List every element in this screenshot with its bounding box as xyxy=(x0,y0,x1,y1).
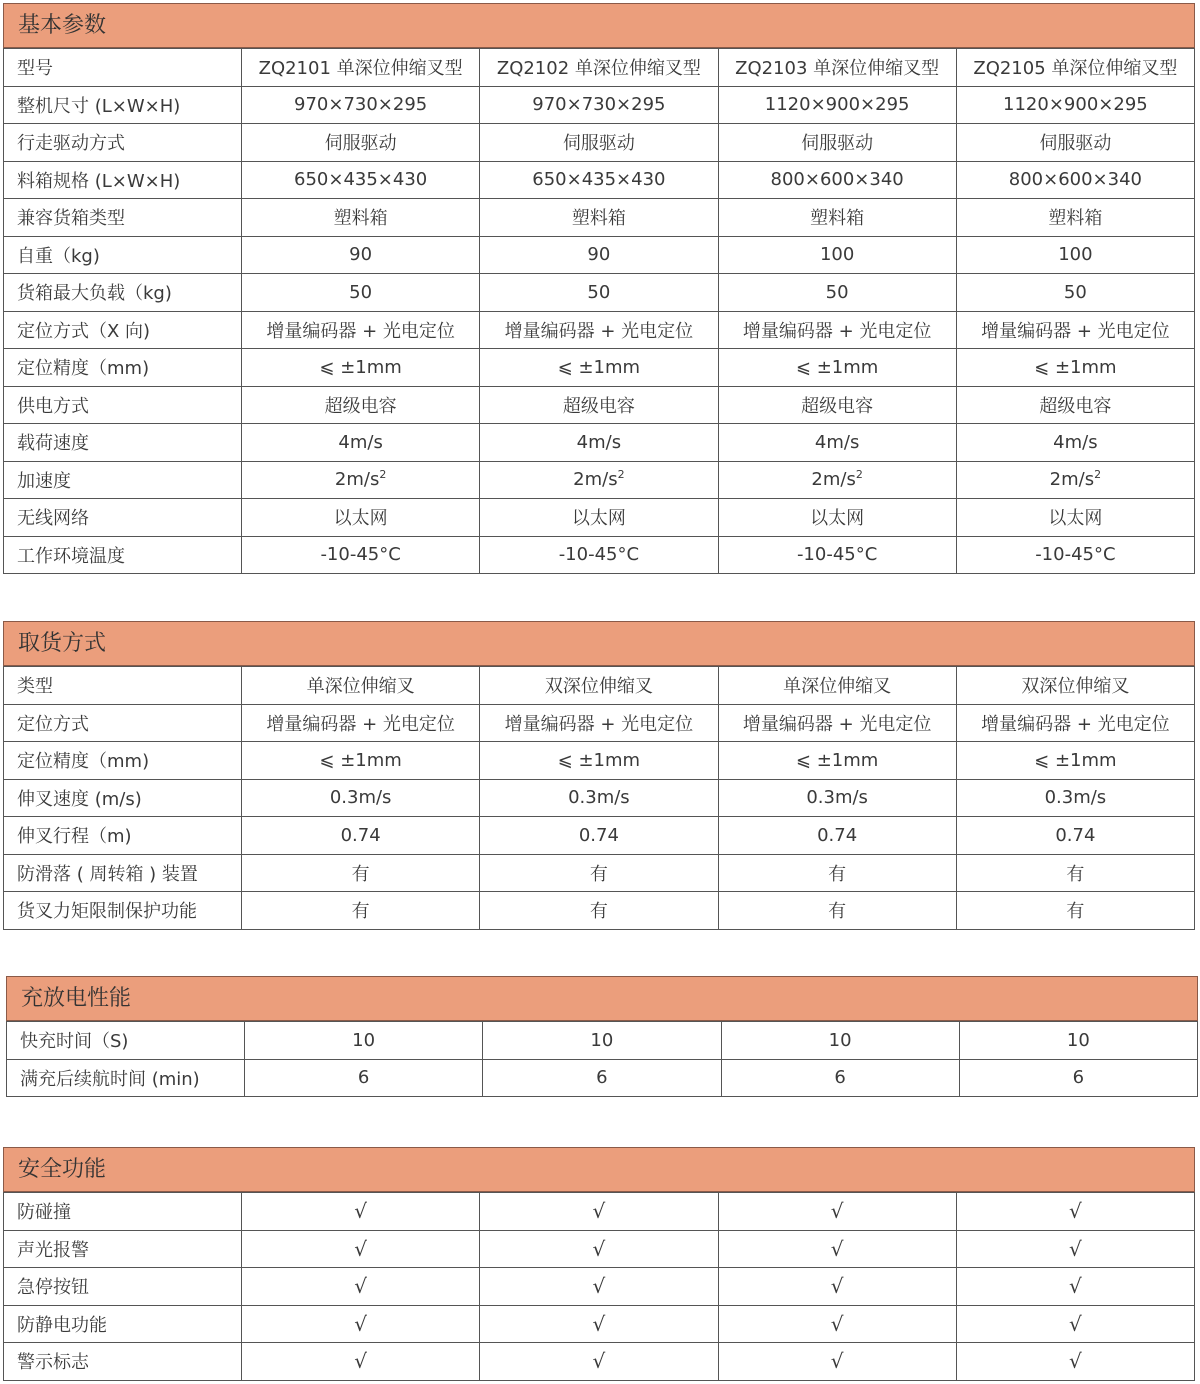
row-label: 定位方式 xyxy=(4,704,242,742)
cell-value: 塑料箱 xyxy=(810,208,865,230)
cell-value: ⩽ ±1mm xyxy=(795,749,879,771)
row-label: 整机尺寸 (L×W×H) xyxy=(4,86,242,124)
cell-value: ZQ2105 单深位伸缩叉型 xyxy=(973,58,1178,80)
cell-value: ZQ2102 单深位伸缩叉型 xyxy=(496,58,701,80)
table-cell xyxy=(480,386,718,424)
table-cell xyxy=(718,199,956,237)
cell-value: √ xyxy=(830,1311,844,1336)
cell-value: 10 xyxy=(590,1029,614,1051)
row-label: 满充后续航时间 (min) xyxy=(7,1059,245,1097)
superscript: 2 xyxy=(617,468,625,482)
cell-value: 0.3m/s xyxy=(806,787,868,809)
section-title: 充放电性能 xyxy=(6,976,1198,1021)
table-cell xyxy=(956,86,1194,124)
table-cell xyxy=(956,817,1194,855)
table-cell xyxy=(956,704,1194,742)
table-row xyxy=(4,817,1195,855)
table-row xyxy=(7,1059,1198,1097)
row-label: 工作环境温度 xyxy=(4,536,242,574)
cell-value: ZQ2101 单深位伸缩叉型 xyxy=(258,58,463,80)
table-row xyxy=(4,1268,1195,1306)
table-cell xyxy=(242,742,480,780)
table-cell xyxy=(480,49,718,87)
cell-value: 100 xyxy=(1058,244,1093,266)
table-cell xyxy=(721,1059,959,1097)
cell-value: ⩽ ±1mm xyxy=(319,356,402,378)
cell-value: 双深位伸缩叉 xyxy=(544,676,653,698)
cell-value: 伺服驱动 xyxy=(801,133,874,155)
check-mark-icon xyxy=(956,1193,1194,1231)
check-mark-icon xyxy=(242,1193,480,1231)
cell-value: 塑料箱 xyxy=(1048,208,1103,230)
cell-value: 塑料箱 xyxy=(571,208,626,230)
table-cell xyxy=(480,779,718,817)
table-row xyxy=(4,1193,1195,1231)
section-title: 安全功能 xyxy=(3,1147,1195,1192)
table-cell xyxy=(718,49,956,87)
row-label: 供电方式 xyxy=(4,386,242,424)
cell-value: 0.74 xyxy=(817,824,858,846)
table-cell xyxy=(242,386,480,424)
table-cell xyxy=(718,311,956,349)
cell-value: 50 xyxy=(349,281,373,303)
cell-value: 2m/s xyxy=(811,469,856,491)
row-label: 自重（kg) xyxy=(4,236,242,274)
table-cell xyxy=(242,536,480,574)
check-mark-icon xyxy=(718,1268,956,1306)
table-cell xyxy=(718,499,956,537)
cell-value: √ xyxy=(354,1199,367,1224)
table-cell xyxy=(242,817,480,855)
table-cell xyxy=(956,536,1194,574)
cell-value: √ xyxy=(592,1199,606,1224)
cell-value: 800×600×340 xyxy=(770,169,904,191)
row-label: 型号 xyxy=(4,49,242,87)
cell-value: ⩽ ±1mm xyxy=(1034,356,1117,378)
check-mark-icon xyxy=(480,1230,718,1268)
cell-value: ZQ2103 单深位伸缩叉型 xyxy=(735,58,940,80)
table-cell xyxy=(480,311,718,349)
table-cell xyxy=(718,349,956,387)
table-row xyxy=(4,124,1195,162)
row-label: 货叉力矩限制保护功能 xyxy=(4,892,242,930)
table-cell xyxy=(956,274,1194,312)
cell-value: -10-45°C xyxy=(320,544,401,566)
cell-value: 0.74 xyxy=(1055,824,1096,846)
row-label: 货箱最大负载（kg) xyxy=(4,274,242,312)
table-cell xyxy=(242,667,480,705)
table-row xyxy=(4,499,1195,537)
row-label: 伸叉速度 (m/s) xyxy=(4,779,242,817)
cell-value: ⩽ ±1mm xyxy=(795,356,879,378)
cell-value: -10-45°C xyxy=(558,544,640,566)
safety-table xyxy=(3,1192,1195,1381)
table-cell xyxy=(480,667,718,705)
cell-value: 超级电容 xyxy=(324,395,397,417)
table-cell xyxy=(245,1022,483,1060)
table-cell xyxy=(480,536,718,574)
cell-value: √ xyxy=(592,1311,606,1336)
table-cell xyxy=(242,86,480,124)
cell-value: √ xyxy=(354,1311,367,1336)
table-cell xyxy=(483,1022,721,1060)
cell-value: √ xyxy=(1069,1199,1082,1224)
cell-value: √ xyxy=(1069,1349,1082,1374)
table-cell xyxy=(718,236,956,274)
cell-value: 0.3m/s xyxy=(568,787,630,809)
cell-value: 4m/s xyxy=(576,431,622,453)
table-cell xyxy=(480,499,718,537)
table-cell xyxy=(480,124,718,162)
cell-value: 2m/s xyxy=(1049,469,1095,491)
table-row xyxy=(4,704,1195,742)
cell-value: 4m/s xyxy=(338,431,383,453)
table-cell xyxy=(480,742,718,780)
charge-section xyxy=(6,976,1198,1097)
cell-value: 有 xyxy=(1066,901,1085,923)
table-cell xyxy=(242,779,480,817)
table-cell xyxy=(242,311,480,349)
cell-value: √ xyxy=(1069,1274,1082,1299)
table-cell xyxy=(480,704,718,742)
table-cell xyxy=(480,349,718,387)
cell-value: 有 xyxy=(1066,863,1085,885)
table-cell xyxy=(242,199,480,237)
cell-value: 增量编码器 + 光电定位 xyxy=(742,713,932,735)
table-cell xyxy=(242,349,480,387)
table-cell xyxy=(956,236,1194,274)
table-cell xyxy=(956,667,1194,705)
table-cell xyxy=(245,1059,483,1097)
table-cell xyxy=(242,704,480,742)
cell-value: 6 xyxy=(596,1067,608,1089)
cell-value: 有 xyxy=(589,863,608,885)
cell-value: 650×435×430 xyxy=(532,169,666,191)
row-label: 定位方式（X 向) xyxy=(4,311,242,349)
cell-value: 800×600×340 xyxy=(1008,169,1142,191)
table-cell xyxy=(718,461,956,499)
row-label: 料箱规格 (L×W×H) xyxy=(4,161,242,199)
table-row xyxy=(4,424,1195,462)
cell-value: 1120×900×295 xyxy=(764,94,910,116)
table-row xyxy=(4,386,1195,424)
cell-value: 0.74 xyxy=(578,824,619,846)
row-label: 声光报警 xyxy=(4,1230,242,1268)
cell-value: √ xyxy=(830,1236,844,1261)
table-cell xyxy=(242,854,480,892)
check-mark-icon xyxy=(956,1230,1194,1268)
row-label: 行走驱动方式 xyxy=(4,124,242,162)
table-cell xyxy=(480,854,718,892)
table-cell xyxy=(718,779,956,817)
table-cell xyxy=(480,199,718,237)
cell-value: ⩽ ±1mm xyxy=(557,356,641,378)
table-cell xyxy=(480,86,718,124)
table-cell xyxy=(956,499,1194,537)
table-cell xyxy=(956,892,1194,930)
pickup-section xyxy=(3,621,1195,930)
table-cell xyxy=(242,461,480,499)
cell-value: 50 xyxy=(1063,281,1087,303)
basic-params-section xyxy=(3,3,1195,574)
cell-value: 以太网 xyxy=(571,508,626,530)
superscript: 2 xyxy=(379,468,387,482)
row-label: 载荷速度 xyxy=(4,424,242,462)
table-cell xyxy=(242,424,480,462)
cell-value: 超级电容 xyxy=(1039,395,1112,417)
table-cell xyxy=(718,667,956,705)
table-cell xyxy=(718,161,956,199)
cell-value: √ xyxy=(1069,1236,1082,1261)
cell-value: 超级电容 xyxy=(562,395,635,417)
table-cell xyxy=(718,854,956,892)
cell-value: √ xyxy=(1069,1311,1082,1336)
row-label: 防静电功能 xyxy=(4,1305,242,1343)
table-cell xyxy=(480,461,718,499)
table-cell xyxy=(480,236,718,274)
cell-value: 以太网 xyxy=(1048,508,1103,530)
table-cell xyxy=(242,274,480,312)
table-row xyxy=(4,667,1195,705)
row-label: 防滑落 ( 周转箱 ) 装置 xyxy=(4,854,242,892)
check-mark-icon xyxy=(956,1343,1194,1381)
cell-value: 90 xyxy=(587,244,611,266)
table-cell xyxy=(242,124,480,162)
cell-value: 以太网 xyxy=(810,508,865,530)
cell-value: 塑料箱 xyxy=(333,208,388,230)
table-cell xyxy=(959,1022,1197,1060)
check-mark-icon xyxy=(480,1305,718,1343)
cell-value: 有 xyxy=(828,901,847,923)
table-cell xyxy=(956,311,1194,349)
row-label: 加速度 xyxy=(4,461,242,499)
superscript: 2 xyxy=(1094,468,1102,482)
cell-value: 2m/s xyxy=(334,469,380,491)
cell-value: √ xyxy=(592,1274,606,1299)
table-row xyxy=(4,742,1195,780)
cell-value: √ xyxy=(830,1349,844,1374)
table-cell xyxy=(956,742,1194,780)
row-label: 防碰撞 xyxy=(4,1193,242,1231)
cell-value: 10 xyxy=(828,1029,852,1051)
cell-value: 增量编码器 + 光电定位 xyxy=(742,320,932,342)
cell-value: 50 xyxy=(587,281,611,303)
cell-value: 6 xyxy=(1072,1067,1085,1089)
table-cell xyxy=(718,86,956,124)
check-mark-icon xyxy=(242,1305,480,1343)
row-label: 定位精度（mm) xyxy=(4,742,242,780)
cell-value: 0.3m/s xyxy=(1044,787,1107,809)
check-mark-icon xyxy=(718,1230,956,1268)
cell-value: ⩽ ±1mm xyxy=(557,749,641,771)
table-cell xyxy=(956,461,1194,499)
cell-value: 100 xyxy=(819,244,855,266)
cell-value: 6 xyxy=(834,1067,846,1089)
cell-value: 超级电容 xyxy=(801,395,874,417)
table-row xyxy=(4,311,1195,349)
cell-value: √ xyxy=(354,1236,367,1261)
table-cell xyxy=(956,49,1194,87)
check-mark-icon xyxy=(956,1268,1194,1306)
table-row xyxy=(4,236,1195,274)
table-cell xyxy=(718,124,956,162)
cell-value: √ xyxy=(592,1349,606,1374)
safety-section xyxy=(3,1147,1195,1381)
check-mark-icon xyxy=(718,1343,956,1381)
section-title: 取货方式 xyxy=(3,621,1195,666)
cell-value: 650×435×430 xyxy=(294,169,428,191)
check-mark-icon xyxy=(242,1230,480,1268)
table-cell xyxy=(718,536,956,574)
cell-value: √ xyxy=(354,1349,367,1374)
cell-value: 增量编码器 + 光电定位 xyxy=(266,320,455,342)
cell-value: 增量编码器 + 光电定位 xyxy=(266,713,455,735)
table-cell xyxy=(242,499,480,537)
table-row xyxy=(4,349,1195,387)
cell-value: 970×730×295 xyxy=(532,94,666,116)
check-mark-icon xyxy=(242,1343,480,1381)
table-cell xyxy=(242,892,480,930)
cell-value: √ xyxy=(354,1274,367,1299)
table-cell xyxy=(480,817,718,855)
cell-value: 伺服驱动 xyxy=(1039,133,1112,155)
table-cell xyxy=(718,704,956,742)
table-row xyxy=(4,1230,1195,1268)
cell-value: 增量编码器 + 光电定位 xyxy=(504,713,694,735)
cell-value: 以太网 xyxy=(333,508,388,530)
table-cell xyxy=(956,424,1194,462)
cell-value: -10-45°C xyxy=(1035,544,1116,566)
table-cell xyxy=(956,124,1194,162)
cell-value: 有 xyxy=(589,901,608,923)
cell-value: ⩽ ±1mm xyxy=(1034,749,1117,771)
table-row xyxy=(4,86,1195,124)
check-mark-icon xyxy=(718,1193,956,1231)
table-cell xyxy=(956,854,1194,892)
table-cell xyxy=(718,424,956,462)
table-row xyxy=(4,892,1195,930)
row-label: 类型 xyxy=(4,667,242,705)
check-mark-icon xyxy=(480,1268,718,1306)
cell-value: 有 xyxy=(828,863,847,885)
table-row xyxy=(4,199,1195,237)
table-row xyxy=(7,1022,1198,1060)
row-label: 快充时间（S) xyxy=(7,1022,245,1060)
row-label: 定位精度（mm) xyxy=(4,349,242,387)
table-cell xyxy=(718,742,956,780)
cell-value: 10 xyxy=(352,1029,376,1051)
cell-value: 伺服驱动 xyxy=(324,133,397,155)
superscript: 2 xyxy=(855,468,863,482)
cell-value: 单深位伸缩叉 xyxy=(783,676,892,698)
cell-value: 1120×900×295 xyxy=(1003,94,1148,116)
table-cell xyxy=(480,161,718,199)
cell-value: 6 xyxy=(357,1067,370,1089)
cell-value: 2m/s xyxy=(573,469,618,491)
row-label: 伸叉行程（m) xyxy=(4,817,242,855)
pickup-table xyxy=(3,666,1195,930)
row-label: 急停按钮 xyxy=(4,1268,242,1306)
table-cell xyxy=(483,1059,721,1097)
table-cell xyxy=(956,161,1194,199)
cell-value: 有 xyxy=(351,901,370,923)
cell-value: 4m/s xyxy=(814,431,860,453)
cell-value: 970×730×295 xyxy=(294,94,428,116)
check-mark-icon xyxy=(480,1343,718,1381)
cell-value: -10-45°C xyxy=(796,544,878,566)
cell-value: 增量编码器 + 光电定位 xyxy=(981,713,1170,735)
table-cell xyxy=(721,1022,959,1060)
table-cell xyxy=(956,386,1194,424)
charge-table xyxy=(6,1021,1198,1097)
cell-value: 0.74 xyxy=(340,824,381,846)
cell-value: 双深位伸缩叉 xyxy=(1021,676,1130,698)
cell-value: ⩽ ±1mm xyxy=(319,749,402,771)
row-label: 警示标志 xyxy=(4,1343,242,1381)
cell-value: 10 xyxy=(1066,1029,1090,1051)
cell-value: 增量编码器 + 光电定位 xyxy=(504,320,694,342)
table-cell xyxy=(480,274,718,312)
table-cell xyxy=(480,424,718,462)
table-row xyxy=(4,779,1195,817)
table-cell xyxy=(959,1059,1197,1097)
cell-value: 单深位伸缩叉 xyxy=(306,676,415,698)
cell-value: √ xyxy=(830,1199,844,1224)
section-title: 基本参数 xyxy=(3,3,1195,48)
row-label: 无线网络 xyxy=(4,499,242,537)
table-cell xyxy=(242,236,480,274)
table-cell xyxy=(242,161,480,199)
table-cell xyxy=(718,892,956,930)
cell-value: 0.3m/s xyxy=(329,787,392,809)
table-cell xyxy=(956,199,1194,237)
table-row xyxy=(4,1305,1195,1343)
cell-value: 有 xyxy=(351,863,370,885)
table-cell xyxy=(956,779,1194,817)
cell-value: 50 xyxy=(825,281,849,303)
table-row xyxy=(4,274,1195,312)
table-cell xyxy=(718,274,956,312)
table-cell xyxy=(718,817,956,855)
table-row xyxy=(4,1343,1195,1381)
table-row xyxy=(4,854,1195,892)
table-cell xyxy=(718,386,956,424)
basic-params-table xyxy=(3,48,1195,574)
table-row xyxy=(4,536,1195,574)
cell-value: 4m/s xyxy=(1053,431,1098,453)
check-mark-icon xyxy=(956,1305,1194,1343)
cell-value: √ xyxy=(592,1236,606,1261)
table-cell xyxy=(480,892,718,930)
cell-value: √ xyxy=(830,1274,844,1299)
cell-value: 增量编码器 + 光电定位 xyxy=(981,320,1170,342)
check-mark-icon xyxy=(480,1193,718,1231)
check-mark-icon xyxy=(242,1268,480,1306)
table-cell xyxy=(242,49,480,87)
cell-value: 90 xyxy=(349,244,373,266)
table-cell xyxy=(956,349,1194,387)
table-row xyxy=(4,49,1195,87)
table-row xyxy=(4,161,1195,199)
row-label: 兼容货箱类型 xyxy=(4,199,242,237)
table-row xyxy=(4,461,1195,499)
check-mark-icon xyxy=(718,1305,956,1343)
cell-value: 伺服驱动 xyxy=(562,133,635,155)
